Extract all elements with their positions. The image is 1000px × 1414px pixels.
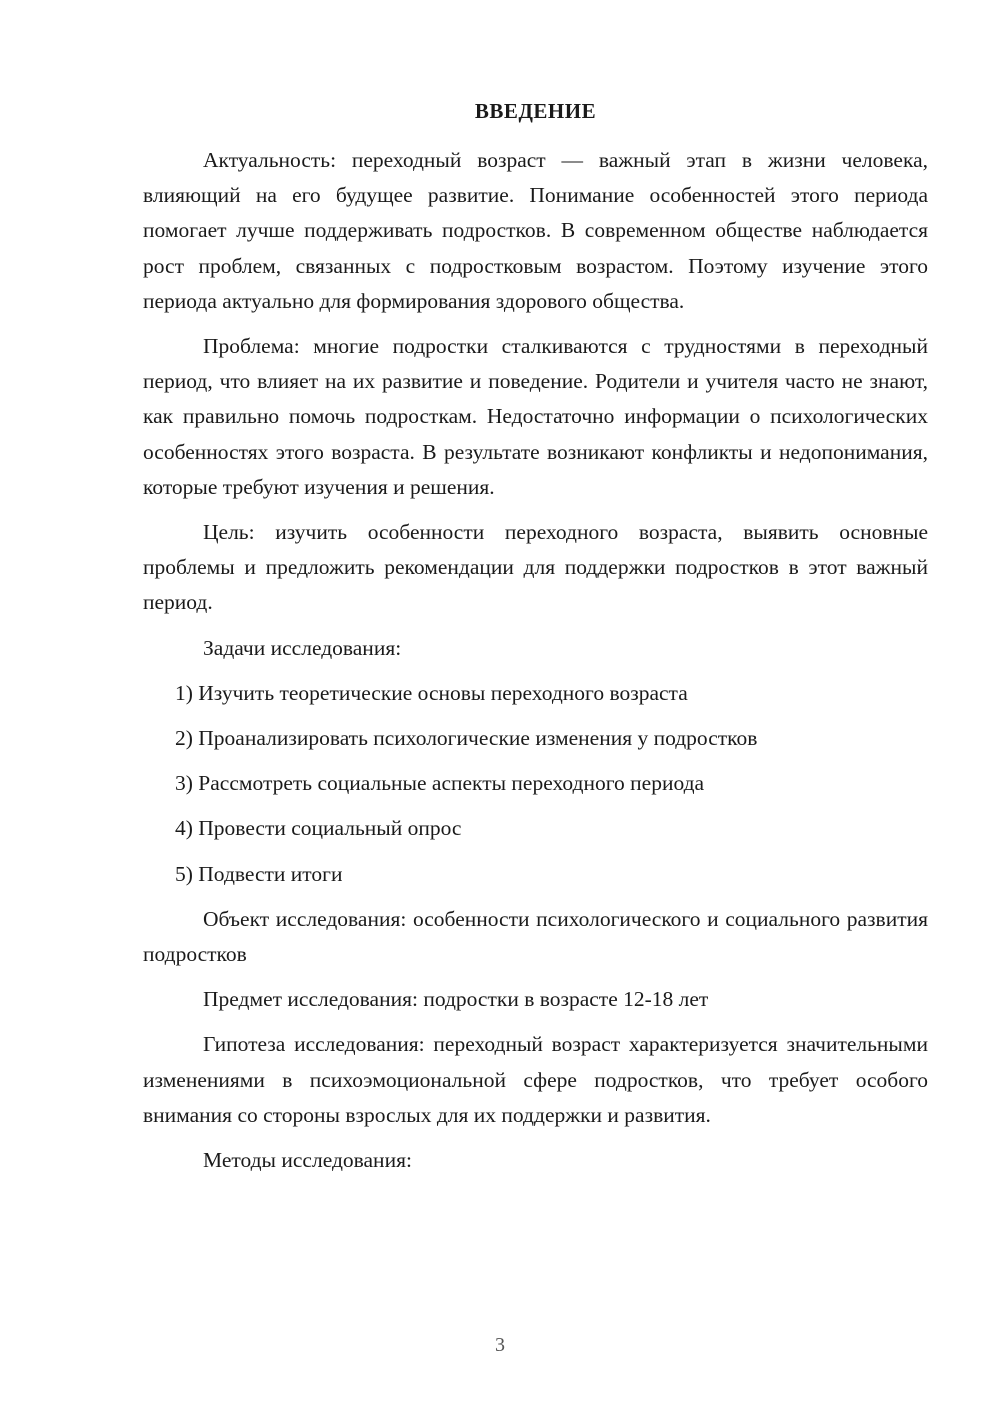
- task-item-5: 5) Подвести итоги: [175, 861, 343, 886]
- task-item-4: 4) Провести социальный опрос: [175, 816, 462, 841]
- paragraph-relevance: Актуальность: переходный возраст — важный этап в жизни человека, влияющий на его будущее развитие. Понимание особенностей этого периода помогает лучше поддерживать подростков. В современном обществе наблюдается рост проблем, связанных с подростковым возрастом. Поэтому изучение этого периода актуально для формирования здорового общества.: [143, 148, 928, 313]
- task-item-3: 3) Рассмотреть социальные аспекты переходного периода: [175, 771, 705, 796]
- section-title: ВВЕДЕНИЕ: [474, 99, 597, 123]
- task-item-1: 1) Изучить теоретические основы переходного возраста: [175, 680, 688, 705]
- paragraph-tasks-heading: Задачи исследования:: [203, 635, 402, 660]
- document-body: [143, 143, 928, 1188]
- task-item-2: 2) Проанализировать психологические изменения у подростков: [175, 726, 758, 751]
- paragraph-subject: Предмет исследования: подростки в возрасте 12-18 лет: [203, 987, 709, 1012]
- paragraph-goal: Цель: изучить особенности переходного возраста, выявить основные проблемы и предложить рекомендации для поддержки подростков в этот важный период.: [143, 520, 928, 615]
- paragraph-problem: Проблема: многие подростки сталкиваются с трудностями в переходный период, что влияет на их развитие и поведение. Родители и учителя часто не знают, как правильно помочь подросткам. Недостаточно информации о психологических особенностях этого возраста. В результате возникают конфликты и недопонимания, которые требуют изучения и решения.: [143, 334, 928, 499]
- paragraph-hypothesis: Гипотеза исследования: переходный возраст характеризуется значительными изменениями в психоэмоциональной сфере подростков, что требует особого внимания со стороны взрослых для их поддержки и развития.: [143, 1032, 928, 1127]
- page-number: 3: [495, 1334, 505, 1356]
- paragraph-methods-heading: Методы исследования:: [203, 1148, 412, 1173]
- paragraph-object: Объект исследования: особенности психологического и социального развития подростков: [143, 906, 928, 967]
